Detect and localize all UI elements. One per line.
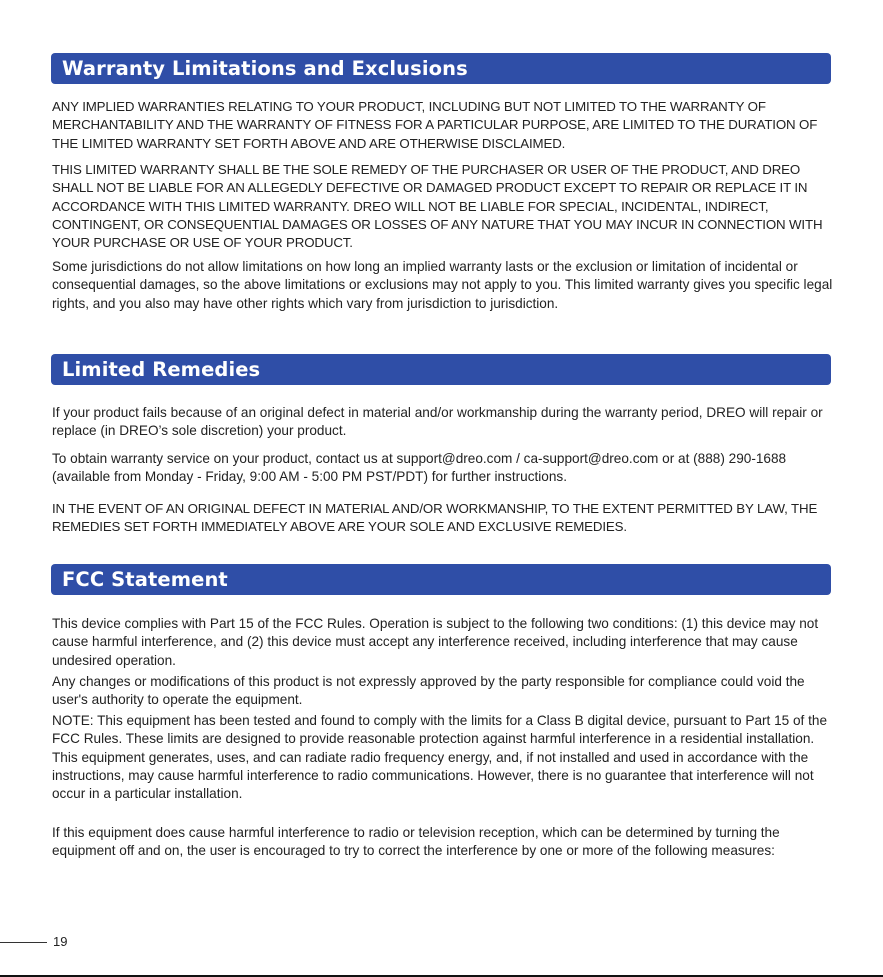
section-title-warranty-limitations: Warranty Limitations and Exclusions [51,53,831,84]
fcc-paragraph-4: If this equipment does cause harmful interference to radio or television reception, which can be determined by turning the equipment off and on, the user is encouraged to try to correct the interference by one or more of the following measures: [52,825,780,859]
page-number: 19 [53,934,68,949]
warranty-limitations-paragraph-2: THIS LIMITED WARRANTY SHALL BE THE SOLE REMEDY OF THE PURCHASER OR USER OF THE PRODUCT, AND DREO SHALL NOT BE LIABLE FOR AN ALLEGEDLY DEFECTIVE OR DAMAGED PRODUCT EXCEPT TO REPAIR OR REPLACE IT IN ACCORDANCE WITH THIS LIMITED WARRANTY. DREO WILL NOT BE LIABLE FOR SPECIAL, INCIDENTAL, INDIRECT, CONTINGENT, OR CONSEQUENTIAL DAMAGES OR LOSSES OF ANY NATURE THAT YOU MAY INCUR IN CONNECTION WITH YOUR PURCHASE OR USE OF YOUR PRODUCT. [52,162,823,251]
limited-remedies-paragraph-1: If your product fails because of an original defect in material and/or workmanship during the warranty period, DREO will repair or replace (in DREO’s sole discretion) your product. [52,405,823,439]
fcc-paragraph-1: This device complies with Part 15 of the FCC Rules. Operation is subject to the following two conditions: (1) this device may not cause harmful interference, and (2) this device must accept any interference received, including interference that may cause undesired operation. [52,616,819,668]
section-title-fcc-statement: FCC Statement [51,564,831,595]
limited-remedies-paragraph-2: To obtain warranty service on your product, contact us at support@dreo.com / ca-support@dreo.com or at (888) 290-1688 (available from Monday - Friday, 9:00 AM - 5:00 PM PST/PDT) for further instructions. [52,451,787,485]
section-title-limited-remedies: Limited Remedies [51,354,831,385]
fcc-paragraph-3: NOTE: This equipment has been tested and found to comply with the limits for a Class B digital device, pursuant to Part 15 of the FCC Rules. These limits are designed to provide reasonable protection against harmful interference in a residential installation. This equipment generates, uses, and can radiate radio frequency energy, and, if not installed and used in accordance with the instructions, may cause harmful interference to radio communications. However, there is no guarantee that interference will not occur in a particular installation. [52,713,828,802]
limited-remedies-paragraph-3: IN THE EVENT OF AN ORIGINAL DEFECT IN MATERIAL AND/OR WORKMANSHIP, TO THE EXTENT PERMITTED BY LAW, THE REMEDIES SET FORTH IMMEDIATELY ABOVE ARE YOUR SOLE AND EXCLUSIVE REMEDIES. [52,501,818,535]
warranty-limitations-paragraph-3: Some jurisdictions do not allow limitations on how long an implied warranty lasts or the exclusion or limitation of incidental or consequential damages, so the above limitations or exclusions may not apply to you. This limited warranty gives you specific legal rights, and you also may have other rights which vary from jurisdiction to jurisdiction. [52,259,833,311]
warranty-limitations-paragraph-1: ANY IMPLIED WARRANTIES RELATING TO YOUR PRODUCT, INCLUDING BUT NOT LIMITED TO THE WARRANTY OF MERCHANTABILITY AND THE WARRANTY OF FITNESS FOR A PARTICULAR PURPOSE, ARE LIMITED TO THE DURATION OF THE LIMITED WARRANTY SET FORTH ABOVE AND ARE OTHERWISE DISCLAIMED. [52,99,818,151]
fcc-paragraph-2: Any changes or modifications of this product is not expressly approved by the party responsible for compliance could void the user's authority to operate the equipment. [52,674,805,708]
page-number-rule [0,942,47,943]
